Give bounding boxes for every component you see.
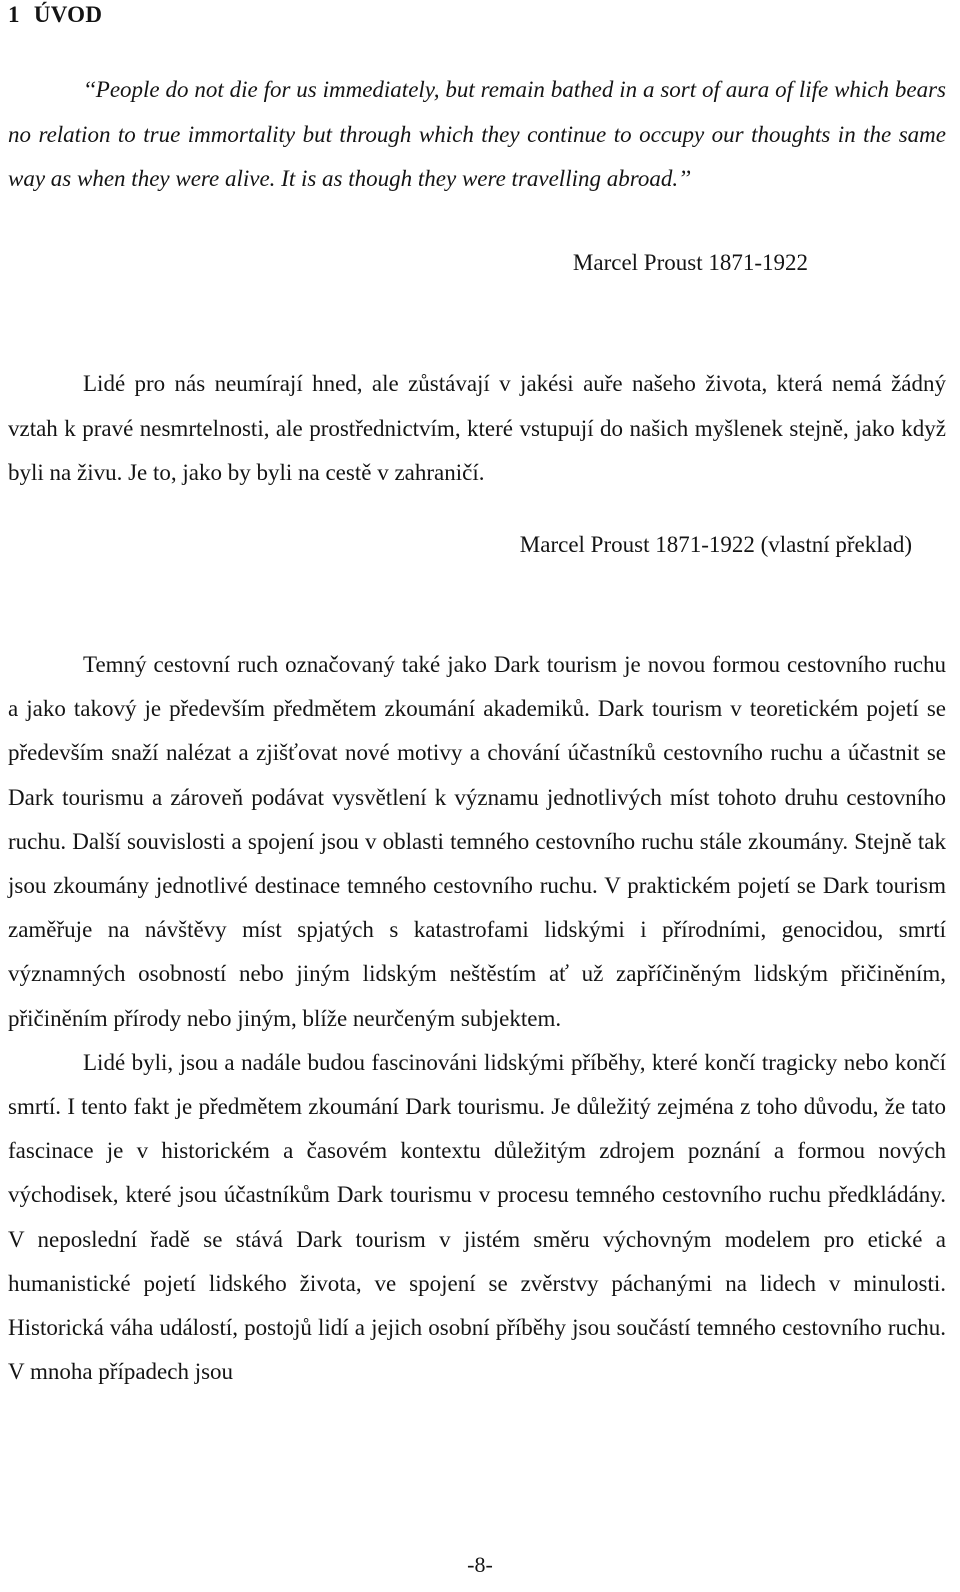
body-text bbox=[8, 643, 946, 1394]
epigraph-english-attribution: Marcel Proust 1871-1922 bbox=[572, 250, 808, 275]
chapter-heading bbox=[8, 2, 102, 28]
chapter-title: ÚVOD bbox=[33, 2, 103, 27]
paragraph-2: Lidé byli, jsou a nadále budou fascinováni lidskými příběhy, které končí tragicky nebo končí smrtí. I tento fakt je předmětem zkoumání Dark tourismu. Je důležitý zejména z toho důvodu, že tato fascinace je v historickém a časovém kontextu důležitým zdrojem poznání a formou nových východisek, které jsou účastníkům Dark tourismu v procesu temného cestovního ruchu předkládány. V neposlední řadě se stává Dark tourism v jistém směru výchovným modelem pro etické a humanistické pojetí lidského života, ve spojení se zvěrstvy páchanými na lidech v minulosti. Historická váha událostí, postojů lidí a jejich osobní příběhy jsou součástí temného cestovního ruchu. V mnoha případech jsou bbox=[8, 1049, 946, 1385]
epigraph-czech: Lidé pro nás neumírají hned, ale zůstávají v jakési auře našeho života, která nemá žádný vztah k pravé nesmrtelnosti, ale prostřednictvím, které vstupují do našich myšlenek stejně, jako když byli na živu. Je to, jako by byli na cestě v zahraničí. bbox=[8, 371, 946, 485]
epigraph-english: ‘‘People do not die for us immediately, but remain bathed in a sort of aura of life which bears no relation to true immortality but through which they continue to occupy our thoughts in the same way as when they were alive. It is as though they were travelling abroad.’’ bbox=[8, 77, 946, 191]
paragraph-1: Temný cestovní ruch označovaný také jako Dark tourism je novou formou cestovního ruchu a jako takový je především předmětem zkoumání akademiků. Dark tourism v teoretickém pojetí se především snaží nalézat a zjišťovat nové motivy a chování účastníků cestovního ruchu a účastnit se Dark tourismu a zároveň podávat vysvětlení k významu jednotlivých míst tohoto druhu cestovního ruchu. Další souvislosti a spojení jsou v oblasti temného cestovního ruchu stále zkoumány. Stejně tak jsou zkoumány jednotlivé destinace temného cestovního ruchu. V praktickém pojetí se Dark tourism zaměřuje na návštěvy míst spjatých s katastrofami lidskými i přírodními, genocidou, smrtí významných osobností nebo jiným lidským neštěstím ať už zapříčiněným lidským přičiněním, přičiněním přírody nebo jiným, blíže neurčeným subjektem. bbox=[8, 652, 946, 1031]
page-number: -8- bbox=[467, 1552, 493, 1577]
chapter-number: 1 bbox=[8, 2, 20, 27]
epigraph-czech-attribution: Marcel Proust 1871-1922 (vlastní překlad) bbox=[519, 532, 912, 557]
